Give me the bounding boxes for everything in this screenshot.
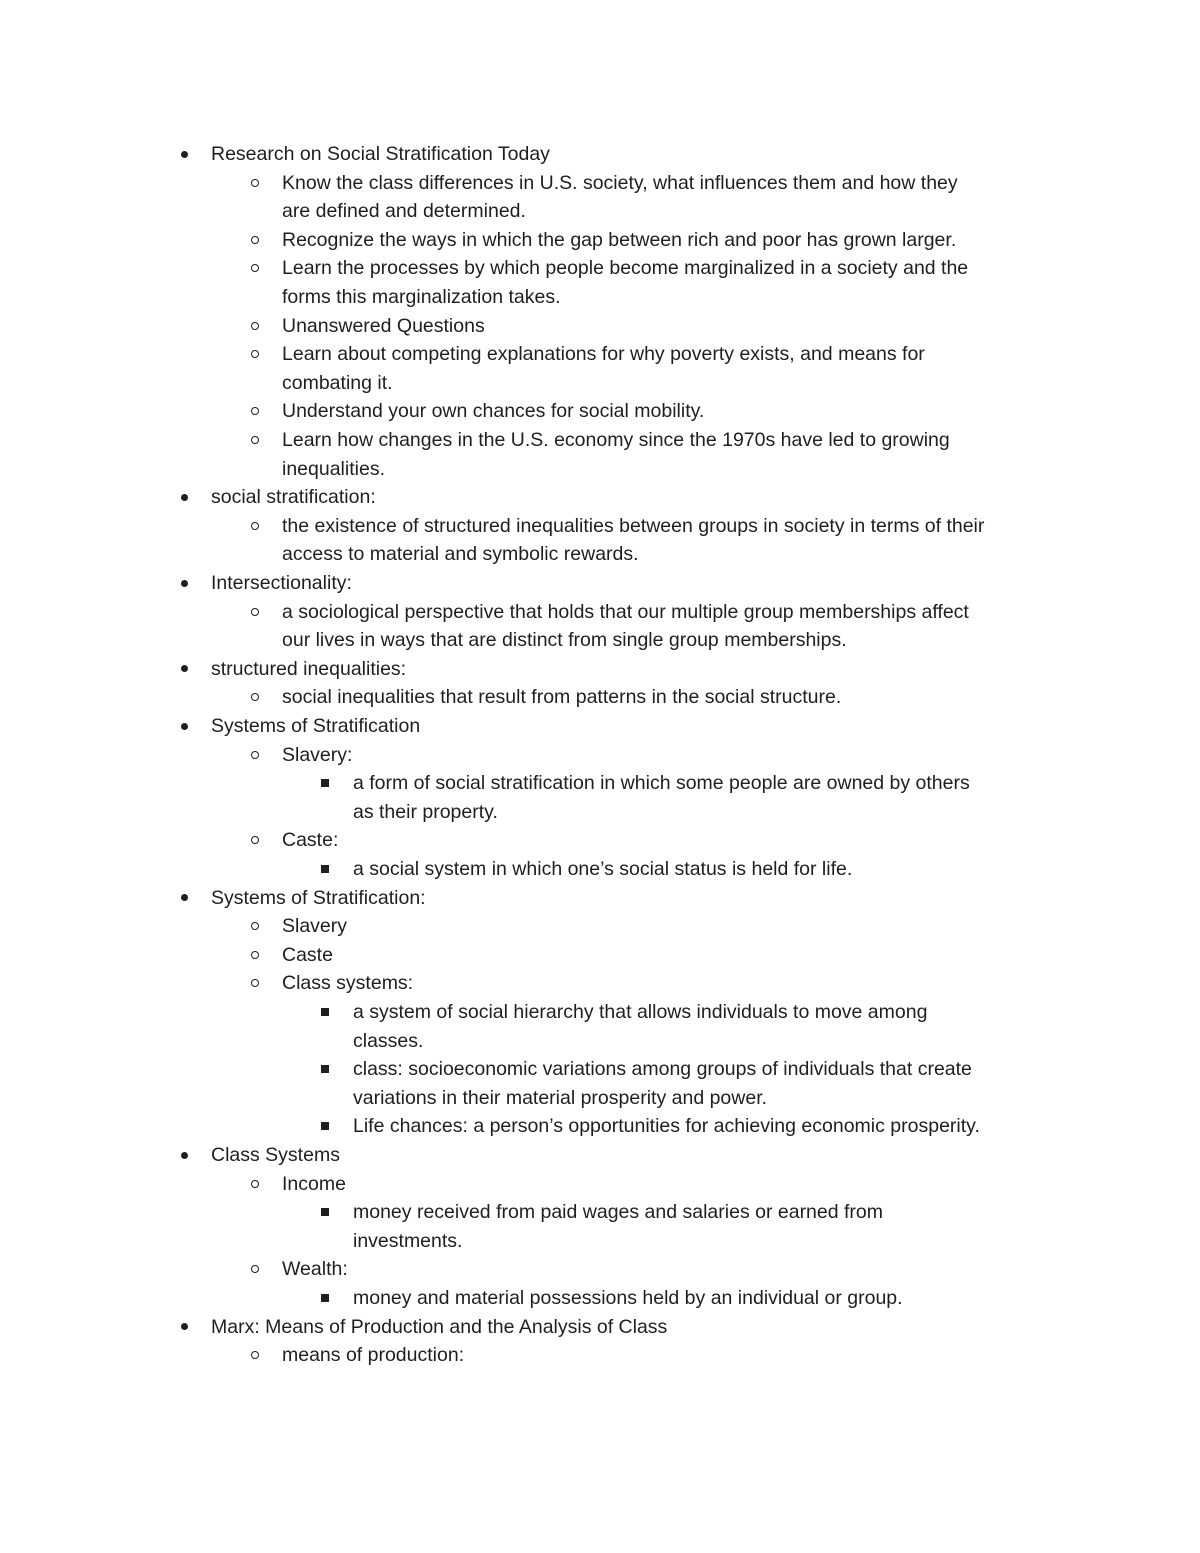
disc-bullet-icon [178, 1313, 190, 1341]
list-item-line: Marx: Means of Production and the Analysis of Class [211, 1315, 668, 1338]
square-bullet-icon [319, 998, 331, 1026]
list-item-line: Understand your own chances for social mobility. [282, 400, 705, 423]
list-item-line: as their property. [353, 800, 498, 823]
disc-bullet-icon [178, 140, 190, 168]
list-item-line: forms this marginalization takes. [282, 286, 561, 308]
circle-bullet-icon [249, 512, 261, 540]
disc-bullet-icon [178, 569, 190, 597]
circle-bullet-icon [249, 741, 261, 769]
disc-bullet-icon [178, 655, 190, 683]
list-item-line: structured inequalities: [211, 657, 407, 680]
circle-bullet-icon [249, 826, 261, 854]
square-bullet-icon [319, 1284, 331, 1312]
list-item-line: Class Systems [211, 1144, 340, 1166]
circle-bullet-icon [249, 969, 261, 997]
list-item-line: our lives in ways that are distinct from single group memberships. [282, 629, 847, 652]
disc-bullet-icon [178, 712, 190, 740]
square-bullet-icon [319, 1112, 331, 1140]
list-item-line: social inequalities that result from patterns in the social structure. [282, 686, 842, 709]
circle-bullet-icon [249, 1341, 261, 1369]
circle-bullet-icon [249, 312, 261, 340]
circle-bullet-icon [249, 912, 261, 940]
list-item-line: Systems of Stratification: [211, 886, 426, 909]
list-item-line: access to material and symbolic rewards. [282, 543, 639, 566]
circle-bullet-icon [249, 340, 261, 368]
square-bullet-icon [319, 1055, 331, 1083]
list-item-line: Systems of Stratification [211, 715, 421, 737]
disc-bullet-icon [178, 884, 190, 912]
list-item-line: Learn about competing explanations for why poverty exists, and means for [282, 343, 925, 366]
list-item-line: combating it. [282, 371, 393, 394]
list-item-line: a system of social hierarchy that allows individuals to move among [353, 1001, 928, 1023]
list-item-line: class: socioeconomic variations among groups of individuals that create [353, 1058, 972, 1081]
circle-bullet-icon [249, 1170, 261, 1198]
list-item-line: Learn the processes by which people become marginalized in a society and the [282, 257, 969, 280]
list-item-line: inequalities. [282, 457, 385, 480]
list-item-line: Intersectionality: [211, 572, 352, 594]
disc-bullet-icon [178, 483, 190, 511]
circle-bullet-icon [249, 683, 261, 711]
list-item-line: Life chances: a person’s opportunities for achieving economic prosperity. [353, 1115, 980, 1138]
list-item-line: Class systems: [282, 972, 414, 995]
square-bullet-icon [319, 1198, 331, 1226]
list-item-line: variations in their material prosperity and power. [353, 1086, 768, 1109]
square-bullet-icon [319, 855, 331, 883]
list-item-line: are defined and determined. [282, 200, 526, 223]
circle-bullet-icon [249, 941, 261, 969]
list-item-line: means of production: [282, 1344, 465, 1367]
list-item-line: Unanswered Questions [282, 314, 485, 337]
square-bullet-icon [319, 769, 331, 797]
circle-bullet-icon [249, 426, 261, 454]
list-item-line: Learn how changes in the U.S. economy since the 1970s have led to growing [282, 429, 950, 451]
circle-bullet-icon [249, 226, 261, 254]
list-item-line: Recognize the ways in which the gap between rich and poor has grown larger. [282, 228, 957, 251]
list-item-line: classes. [353, 1029, 424, 1052]
circle-bullet-icon [249, 397, 261, 425]
list-item-line: Income [282, 1172, 346, 1195]
list-item-line: a form of social stratification in which some people are owned by others [353, 772, 970, 795]
list-item-line: Caste [282, 943, 333, 966]
list-item-line: Caste: [282, 829, 339, 852]
circle-bullet-icon [249, 254, 261, 282]
circle-bullet-icon [249, 598, 261, 626]
disc-bullet-icon [178, 1141, 190, 1169]
list-item-line: money received from paid wages and salaries or earned from [353, 1201, 884, 1224]
list-item-line: Slavery: [282, 743, 353, 766]
circle-bullet-icon [249, 1255, 261, 1283]
list-item-line: Know the class differences in U.S. society, what influences them and how they [282, 171, 958, 194]
list-item-line: the existence of structured inequalities between groups in society in terms of their [282, 514, 985, 537]
list-item-line: social stratification: [211, 486, 376, 509]
list-item-line: Research on Social Stratification Today [211, 143, 550, 165]
list-item-line: a social system in which one’s social status is held for life. [353, 858, 853, 880]
list-item-line: Wealth: [282, 1258, 348, 1281]
circle-bullet-icon [249, 169, 261, 197]
list-item-line: a sociological perspective that holds that our multiple group memberships affect [282, 600, 969, 623]
list-item-line: Slavery [282, 915, 348, 938]
list-item-line: money and material possessions held by an individual or group. [353, 1287, 903, 1309]
list-item-line: investments. [353, 1229, 463, 1252]
